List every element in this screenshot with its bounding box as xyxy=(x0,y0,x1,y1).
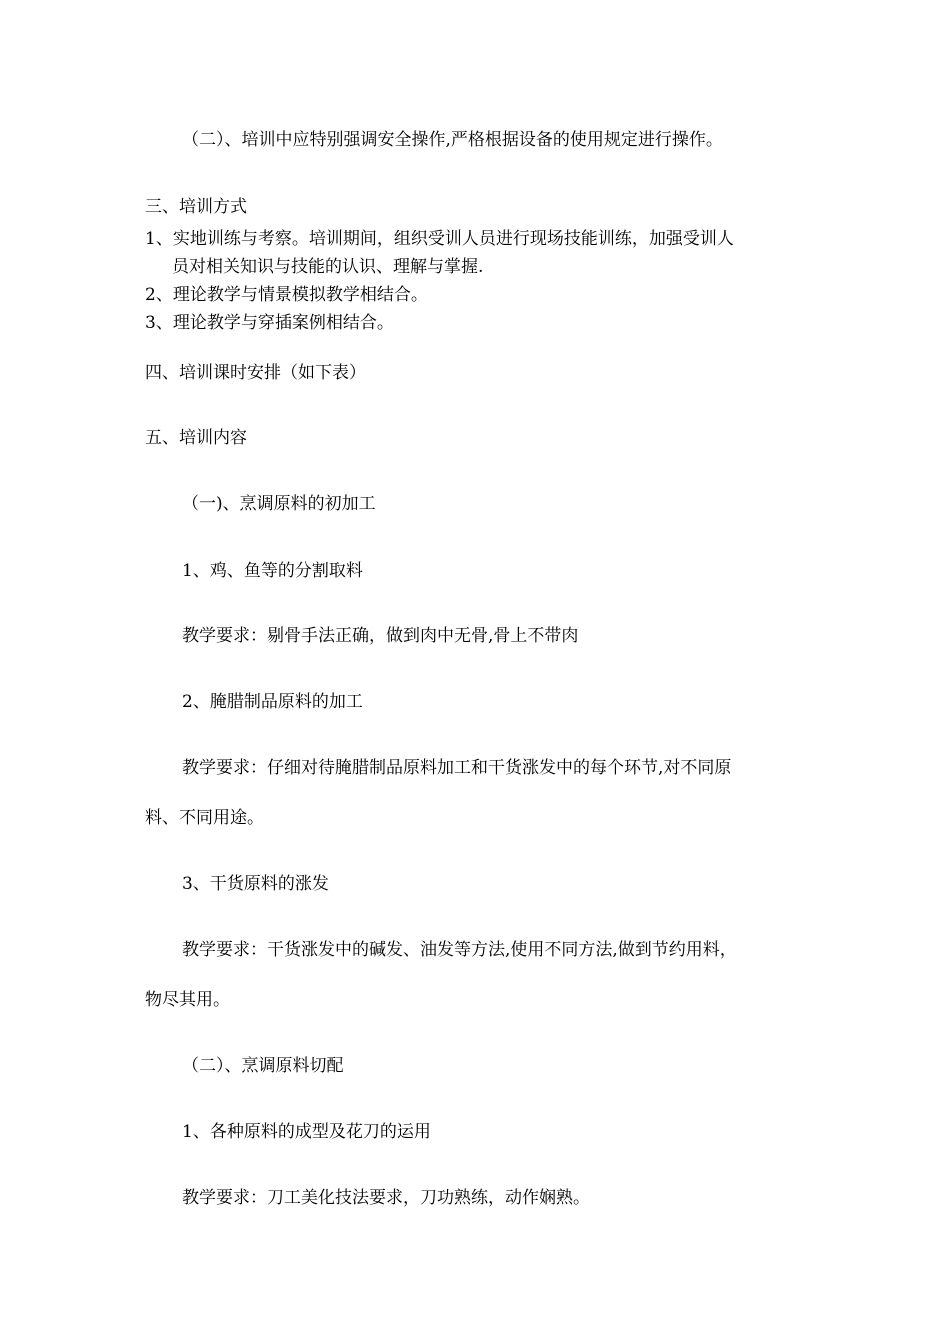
teaching-requirement-1-3: 教学要求：干货涨发中的碱发、油发等方法,使用不同方法,做到节约用料， xyxy=(182,940,737,960)
method-item-2: 2、理论教学与情景模拟教学相结合。 xyxy=(145,285,428,305)
heading-training-content: 五、培训内容 xyxy=(145,428,247,448)
method-item-1: 1、实地训练与考察。培训期间，组织受训人员进行现场技能训练，加强受训人 xyxy=(145,229,734,249)
teaching-requirement-1-3-continued: 物尽其用。 xyxy=(145,990,230,1010)
teaching-requirement-2-1: 教学要求：刀工美化技法要求，刀功熟练，动作娴熟。 xyxy=(182,1188,590,1208)
method-item-3: 3、理论教学与穿插案例相结合。 xyxy=(145,313,394,333)
content-item-1-2: 2、腌腊制品原料的加工 xyxy=(182,692,363,712)
content-item-1-3: 3、干货原料的涨发 xyxy=(182,874,329,894)
teaching-requirement-1-2: 教学要求：仔细对待腌腊制品原料加工和干货涨发中的每个环节,对不同原 xyxy=(182,758,732,778)
content-item-1-1: 1、鸡、鱼等的分割取料 xyxy=(182,561,363,581)
method-item-1-continued: 员对相关知识与技能的认识、理解与掌握. xyxy=(172,257,484,277)
paragraph-safety-operation: （二）、培训中应特别强调安全操作,严格根据设备的使用规定进行操作。 xyxy=(182,130,723,150)
subheading-raw-material-processing: （一)、烹调原料的初加工 xyxy=(182,494,376,514)
teaching-requirement-1-2-continued: 料、不同用途。 xyxy=(145,808,264,828)
content-item-2-1: 1、各种原料的成型及花刀的运用 xyxy=(182,1122,431,1142)
heading-training-schedule: 四、培训课时安排（如下表） xyxy=(145,363,366,383)
subheading-raw-material-cutting: （二）、烹调原料切配 xyxy=(182,1056,344,1076)
teaching-requirement-1-1: 教学要求：剔骨手法正确，做到肉中无骨,骨上不带肉 xyxy=(182,626,579,646)
heading-training-method: 三、培训方式 xyxy=(145,197,247,217)
